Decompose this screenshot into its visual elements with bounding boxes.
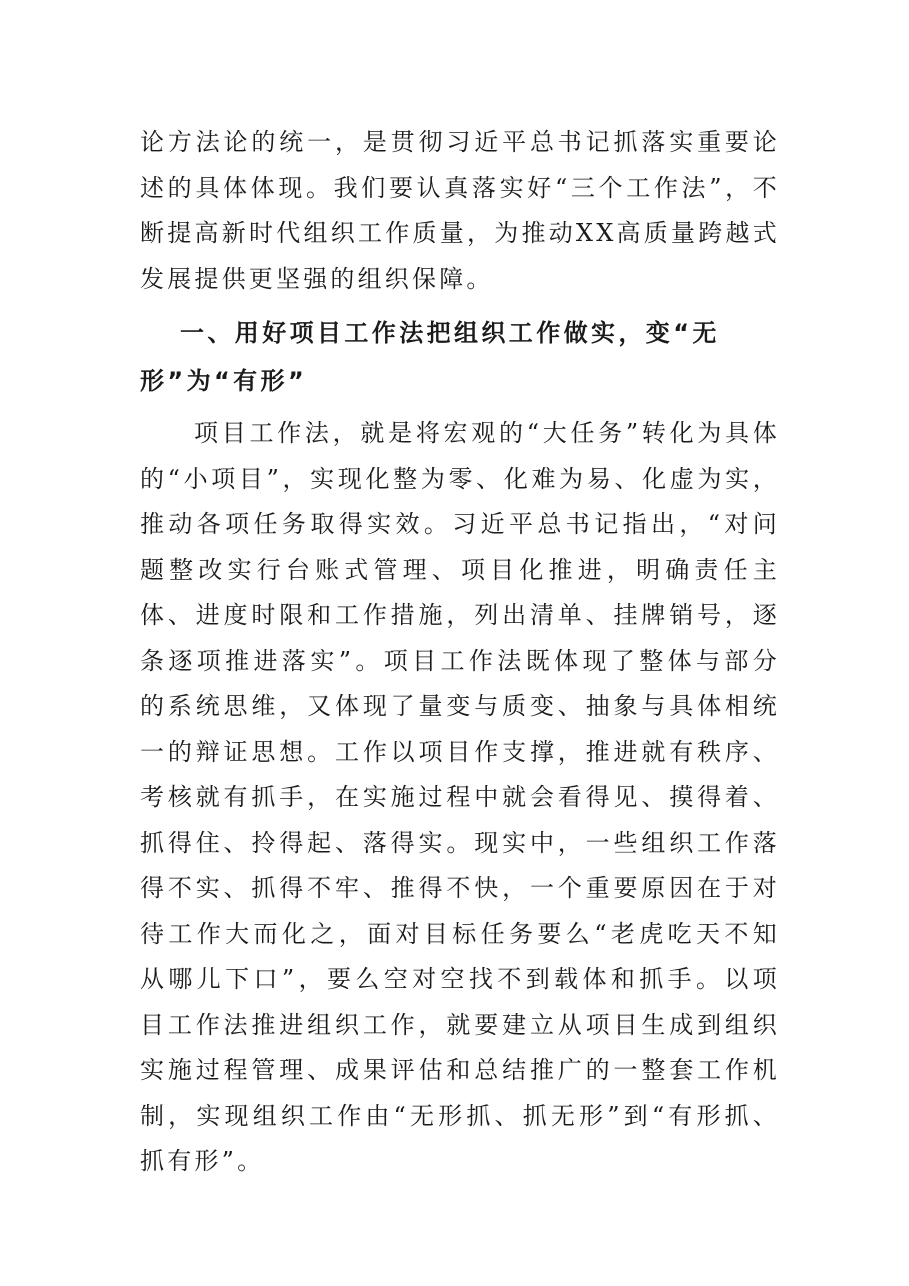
- section-heading: 一、用好项目工作法把组织工作做实，变“无形”为“有形”: [140, 319, 720, 395]
- intro-paragraph: 论方法论的统一，是贯彻习近平总书记抓落实重要论述的具体体现。我们要认真落实好“三个工作法”，不断提高新时代组织工作质量，为推动XX高质量跨越式发展提供更坚强的组织保障。: [140, 128, 780, 293]
- section-body-paragraph: 项目工作法，就是将宏观的“大任务”转化为具体的“小项目”，实现化整为零、化难为易、化虚为实，推动各项任务取得实效。习近平总书记指出，“对问题整改实行台账式管理、项目化推进，明确责任主体、进度时限和工作措施，列出清单、挂牌销号，逐条逐项推进落实”。项目工作法既体现了整体与部分的系统思维，又体现了量变与质变、抽象与具体相统一的辩证思想。工作以项目作支撑，推进就有秩序、考核就有抓手，在实施过程中就会看得见、摸得着、抓得住、拎得起、落得实。现实中，一些组织工作落得不实、抓得不牢、推得不快，一个重要原因在于对待工作大而化之，面对目标任务要么“老虎吃天不知从哪儿下口”，要么空对空找不到载体和抓手。以项目工作法推进组织工作，就要建立从项目生成到组织实施过程管理、成果评估和总结推广的一整套工作机制，实现组织工作由“无形抓、抓无形”到“有形抓、抓有形”。: [140, 419, 780, 1175]
- document-body: [140, 120, 780, 1185]
